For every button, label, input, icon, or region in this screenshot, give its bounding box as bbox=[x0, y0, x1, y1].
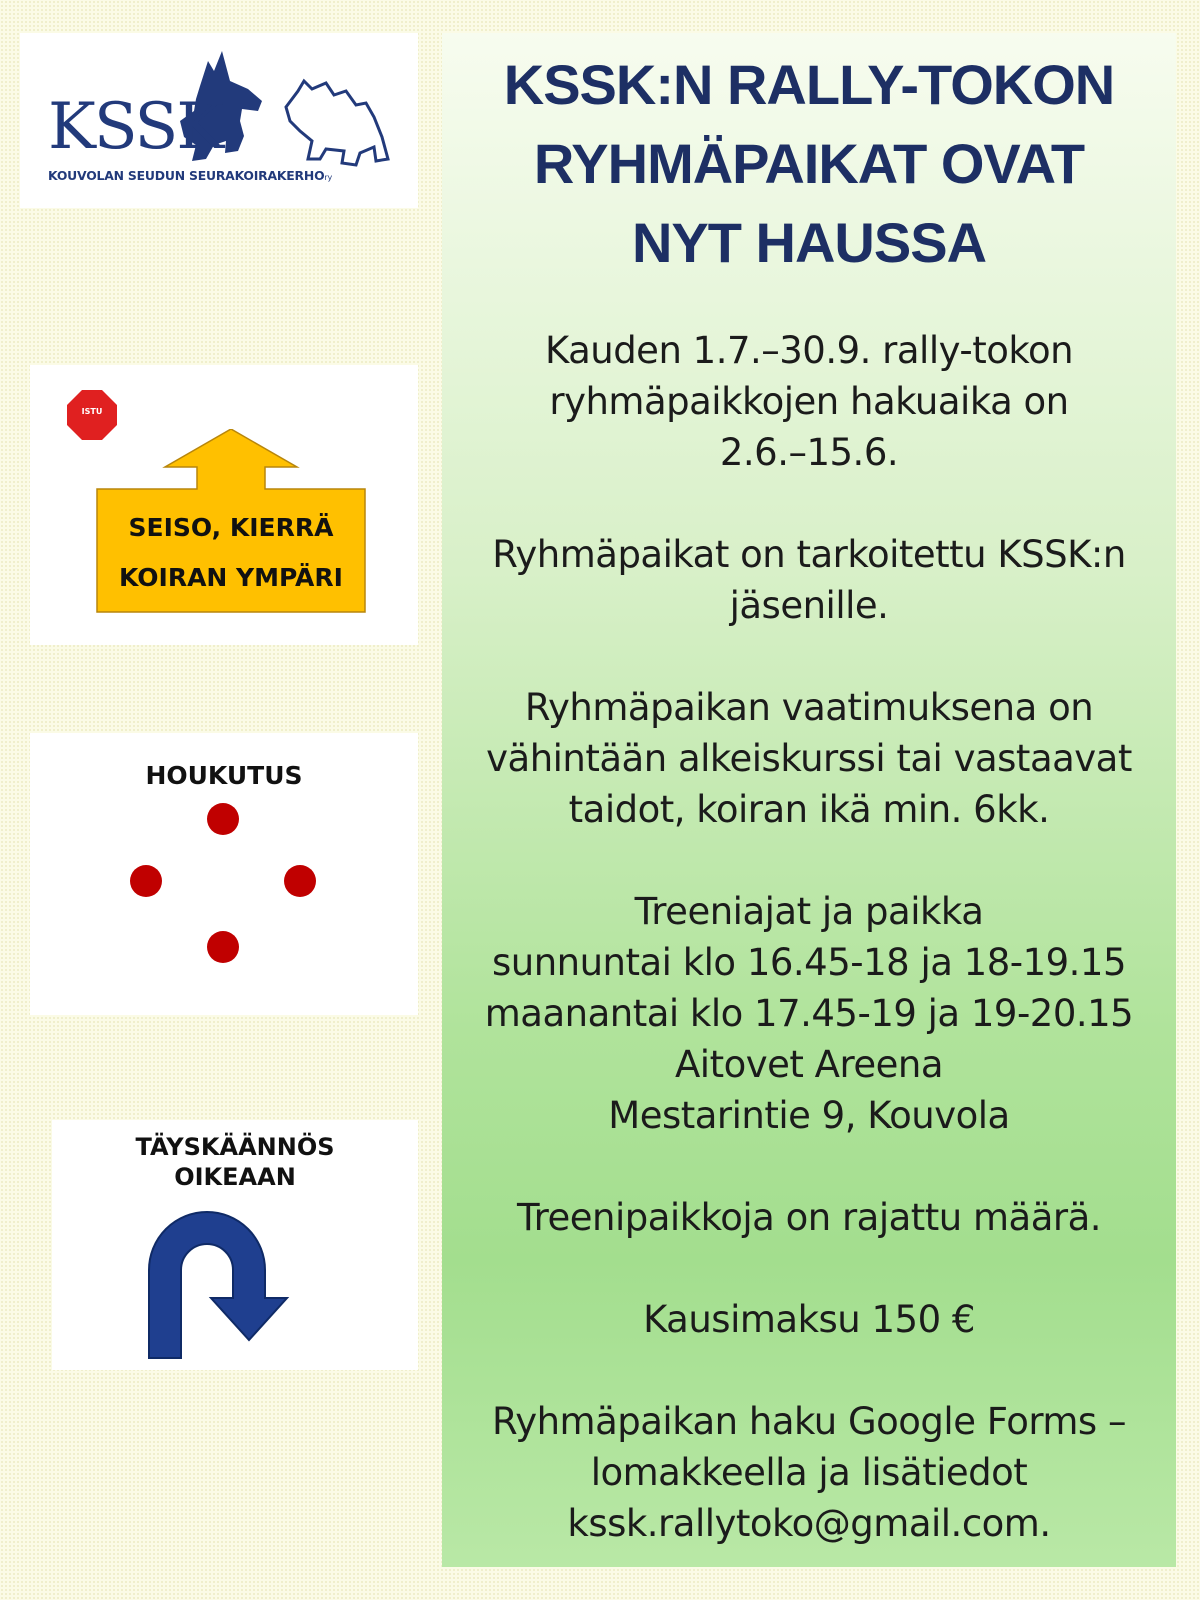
fee-paragraph bbox=[442, 1294, 1176, 1345]
logo-subtitle-suffix: ry bbox=[324, 173, 333, 182]
text-line: taidot, koiran ikä min. 6kk. bbox=[568, 788, 1050, 831]
text-line: Ryhmäpaikan vaatimuksena on bbox=[524, 686, 1094, 729]
limited-paragraph bbox=[442, 1192, 1176, 1243]
requirements-paragraph bbox=[442, 682, 1176, 835]
text-line: sunnuntai klo 16.45-18 ja 18-19.15 bbox=[491, 941, 1127, 984]
apply-paragraph bbox=[442, 1396, 1176, 1549]
rally-sign-houkutus bbox=[30, 733, 418, 1015]
text-line: Kauden 1.7.–30.9. rally-tokon bbox=[544, 329, 1074, 372]
headline-line: KSSK:N RALLY-TOKON bbox=[503, 53, 1115, 116]
text-line: Treenipaikkoja on rajattu määrä. bbox=[516, 1196, 1102, 1239]
info-body bbox=[442, 325, 1176, 1549]
text-line: Mestarintie 9, Kouvola bbox=[608, 1094, 1010, 1137]
headline bbox=[442, 45, 1176, 282]
rally-sign-tayskaannos bbox=[52, 1120, 418, 1370]
lure-dots-icon bbox=[30, 733, 418, 1015]
text-line: 2.6.–15.6. bbox=[719, 431, 899, 474]
houkutus-title: HOUKUTUS bbox=[145, 761, 303, 790]
info-panel bbox=[442, 33, 1176, 1567]
contact-email[interactable]: kssk.rallytoko@gmail.com. bbox=[567, 1502, 1051, 1545]
u-turn-right-arrow-icon bbox=[137, 1200, 327, 1360]
schedule-paragraph bbox=[442, 886, 1176, 1141]
turn-title-line1: TÄYSKÄÄNNÖS bbox=[135, 1133, 335, 1161]
text-line: jäsenille. bbox=[729, 584, 889, 627]
text-line: lomakkeella ja lisätiedot bbox=[590, 1451, 1028, 1494]
text-line: Kausimaksu 150 € bbox=[643, 1298, 975, 1341]
stop-sign-label: ISTU bbox=[81, 407, 103, 416]
logo-subtitle bbox=[48, 168, 332, 183]
headline-line: RYHMÄPAIKAT OVAT bbox=[533, 132, 1085, 195]
rally-sign-seiso-kierra bbox=[30, 365, 418, 645]
text-line: maanantai klo 17.45-19 ja 19-20.15 bbox=[484, 992, 1134, 1035]
text-line: vähintään alkeiskurssi tai vastaavat bbox=[486, 737, 1132, 780]
members-paragraph bbox=[442, 529, 1176, 631]
text-line: Ryhmäpaikat on tarkoitettu KSSK:n bbox=[492, 533, 1126, 576]
logo-letters: KSSK bbox=[48, 90, 223, 164]
logo-subtitle-text: KOUVOLAN SEUDUN SEURAKOIRAKERHO bbox=[48, 168, 325, 183]
sign-text-line1: SEISO, KIERRÄ bbox=[128, 513, 334, 542]
headline-line: NYT HAUSSA bbox=[631, 211, 987, 274]
season-paragraph bbox=[442, 325, 1176, 478]
text-line: Treeniajat ja paikka bbox=[634, 890, 984, 933]
club-logo bbox=[20, 33, 418, 208]
turn-title-line2: OIKEAAN bbox=[174, 1163, 296, 1191]
text-line: Aitovet Areena bbox=[674, 1043, 944, 1086]
sign-text-line2: KOIRAN YMPÄRI bbox=[119, 563, 343, 592]
text-line: Ryhmäpaikan haku Google Forms – bbox=[492, 1400, 1126, 1443]
text-line: ryhmäpaikkojen hakuaika on bbox=[549, 380, 1069, 423]
